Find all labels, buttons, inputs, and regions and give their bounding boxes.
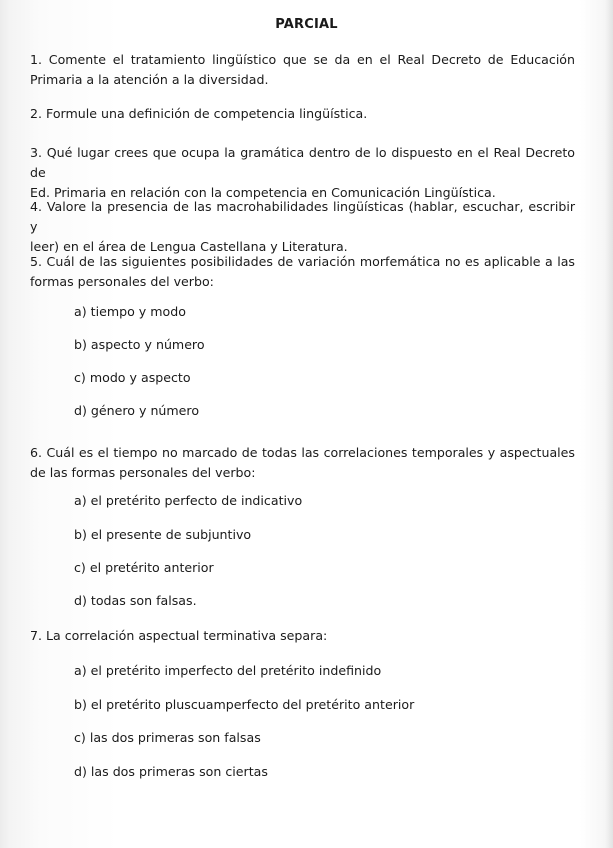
question-7-option-b: b) el pretérito pluscuamperfecto del pretérito anterior [74,697,415,712]
question-5 [30,252,575,292]
question-7-option-a: a) el pretérito imperfecto del pretérito indefinido [74,663,382,678]
question-5-option-c: c) modo y aspecto [74,370,191,385]
question-6-option-a: a) el pretérito perfecto de indicativo [74,493,303,508]
question-6-option-d: d) todas son falsas. [74,593,197,608]
question-7-line-1: 7. La correlación aspectual terminativa separa: [30,628,328,643]
question-6-line-2: de las formas personales del verbo: [30,465,256,480]
question-4-line-1: 4. Valore la presencia de las macrohabilidades lingüísticas (hablar, escuchar, escribir y [30,199,575,234]
question-3-line-2: Ed. Primaria en relación con la competencia en Comunicación Lingüística. [30,185,496,200]
question-1-line-2: Primaria a la atención a la diversidad. [30,72,269,87]
question-6-option-b: b) el presente de subjuntivo [74,527,252,542]
question-7 [30,626,575,646]
page-title: PARCIAL [275,17,338,32]
question-5-line-1: 5. Cuál de las siguientes posibilidades de variación morfemática no es aplicable a las [30,254,575,269]
question-5-option-a: a) tiempo y modo [74,304,186,319]
question-5-line-2: formas personales del verbo: [30,274,214,289]
question-2 [30,104,575,124]
question-1 [30,50,575,90]
question-5-option-b: b) aspecto y número [74,337,205,352]
question-1-line-1: 1. Comente el tratamiento lingüístico que se da en el Real Decreto de Educación [30,52,575,67]
question-4-line-2: leer) en el área de Lengua Castellana y Literatura. [30,239,348,254]
question-7-option-d: d) las dos primeras son ciertas [74,764,268,779]
question-6 [30,443,575,483]
question-4 [30,197,575,257]
question-5-option-d: d) género y número [74,403,200,418]
question-6-line-1: 6. Cuál es el tiempo no marcado de todas las correlaciones temporales y aspectuales [30,445,575,460]
question-3-line-1: 3. Qué lugar crees que ocupa la gramática dentro de lo dispuesto en el Real Decreto de [30,145,575,180]
question-7-option-c: c) las dos primeras son falsas [74,730,261,745]
question-3 [30,143,575,203]
question-6-option-c: c) el pretérito anterior [74,560,214,575]
question-2-line-1: 2. Formule una definición de competencia lingüística. [30,106,368,121]
